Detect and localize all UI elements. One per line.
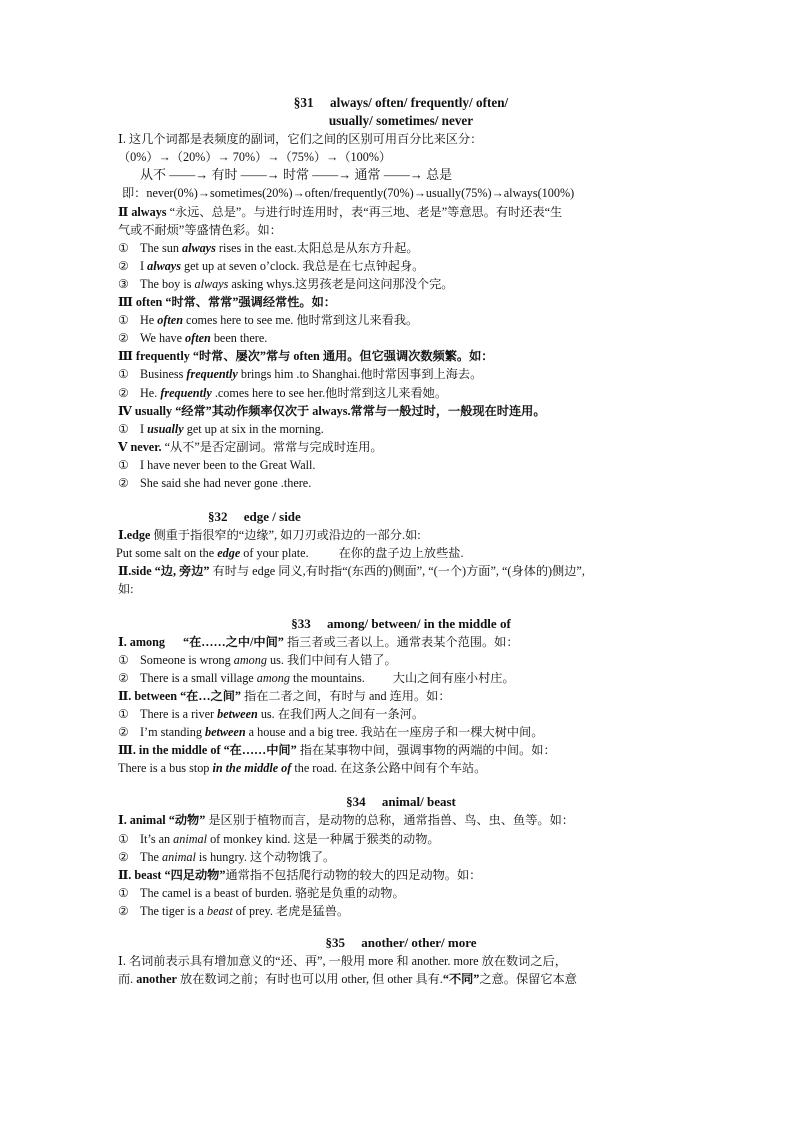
beast-term: “四足动物” bbox=[164, 867, 226, 882]
circled-num: ① bbox=[118, 313, 129, 328]
circled-num: ② bbox=[118, 258, 129, 273]
always-desc-cont: 气或不耐烦”等盛情色彩。如： bbox=[118, 222, 282, 237]
frequently-desc: “时常、屡次”常与 often 通用。但它强调次数频繁。如： bbox=[192, 349, 494, 364]
s31-chain: 即：never(0%)→sometimes(20%)→often/frequently(70%)→usually(75%)→always(100%) bbox=[122, 186, 575, 201]
side-def bbox=[118, 562, 684, 580]
circled-num: ② bbox=[118, 331, 129, 346]
example-line: ① Someone is wrong among us. 我们中间有人错了。 bbox=[118, 651, 684, 669]
between-desc: 指在二者之间，有时与 and 连用。如： bbox=[244, 688, 451, 703]
usually-desc: “经常”其动作频率仅次于 always.常常与一般过时，一般现在时连用。 bbox=[175, 403, 546, 418]
circled-num: ① bbox=[118, 457, 129, 472]
edge-def bbox=[118, 526, 684, 544]
edge-desc: 侧重于指很窄的“边缘”, 如刀刃或沿边的一部分.如: bbox=[153, 528, 421, 543]
always-head: Ⅱ always bbox=[118, 204, 167, 219]
circled-num: ① bbox=[118, 885, 129, 900]
side-desc-cont: 如: bbox=[118, 582, 134, 597]
among-term: “在……之中/中间” bbox=[183, 634, 284, 649]
arrow-icon: ——→ bbox=[169, 167, 209, 183]
middle-term: “在……中间” bbox=[223, 743, 297, 758]
between-term: “在…之间” bbox=[180, 688, 241, 703]
example-line: ② He. frequently .comes here to see her.他时常到这儿来看她。 bbox=[118, 384, 684, 402]
animal-term: “动物” bbox=[168, 813, 206, 828]
usually-head: Ⅳ usually bbox=[118, 403, 173, 418]
s31-percent: （0%）→（20%）→ 70%）→（75%）→（100%） bbox=[118, 150, 392, 165]
scale-usually: 通常 bbox=[354, 167, 381, 183]
often-desc: “时常、常常”强调经常性。如： bbox=[165, 295, 336, 310]
animal-head: Ⅰ. animal bbox=[118, 813, 166, 828]
among-head: Ⅰ. among bbox=[118, 634, 166, 649]
circled-num: ① bbox=[118, 421, 129, 436]
circled-num: ② bbox=[118, 385, 129, 400]
example-line: ② We have often been there. bbox=[118, 329, 684, 347]
example-line: ② I’m standing between a house and a big tree. 我站在一座房子和一棵大树中间。 bbox=[118, 723, 684, 741]
section-33-title: §33 among/ between/ in the middle of bbox=[291, 615, 511, 631]
example-line: There is a bus stop in the middle of the road. 在这条公路中间有个车站。 bbox=[118, 761, 487, 776]
example-line: ① There is a river between us. 在我们两人之间有一条河。 bbox=[118, 705, 684, 723]
arrow-icon: ——→ bbox=[383, 167, 423, 183]
always-def bbox=[118, 203, 684, 221]
example-line: ① I usually get up at six in the morning. bbox=[118, 420, 684, 438]
example-line: ① He often comes here to see me. 他时常到这儿来看我。 bbox=[118, 311, 684, 329]
circled-num: ① bbox=[118, 367, 129, 382]
frequently-def bbox=[118, 347, 684, 365]
example-line: ② I always get up at seven o’clock. 我总是在七点钟起身。 bbox=[118, 257, 684, 275]
side-head: Ⅱ.side “边, 旁边” bbox=[118, 564, 210, 579]
section-32-title: §32 edge / side bbox=[208, 509, 301, 525]
frequently-head: Ⅲ frequently bbox=[118, 349, 190, 364]
section-31-title-cont: usually/ sometimes/ never bbox=[328, 113, 474, 129]
arrow-icon: ——→ bbox=[312, 167, 352, 183]
circled-num: ③ bbox=[118, 276, 129, 291]
circled-num: ① bbox=[118, 707, 129, 721]
circled-num: ② bbox=[118, 725, 129, 740]
s35-line2: 而. another 放在数词之前；有时也可以用 other, 但 other 具有.“不同”之意。保留它本意 bbox=[118, 972, 577, 987]
among-def bbox=[118, 633, 684, 651]
scale-sometimes: 有时 bbox=[211, 167, 238, 183]
middle-desc: 指在某事物中间，强调事物的两端的中间。如： bbox=[299, 743, 556, 758]
animal-desc: 是区别于植物而言，是动物的总称，通常指兽、鸟、虫、鱼等。如： bbox=[208, 813, 574, 828]
example-line: ① The camel is a beast of burden. 骆驼是负重的动物。 bbox=[118, 884, 684, 902]
beast-desc: 通常指不包括爬行动物的较大的四足动物。如： bbox=[225, 867, 482, 882]
example-line: ② The animal is hungry. 这个动物饿了。 bbox=[118, 848, 684, 866]
example-line: ② The tiger is a beast of prey. 老虎是猛兽。 bbox=[118, 902, 684, 920]
example-line: ① It’s an animal of monkey kind. 这是一种属于猴类的动物。 bbox=[118, 830, 684, 848]
beast-def bbox=[118, 866, 684, 884]
usually-def bbox=[118, 402, 684, 420]
between-head: Ⅱ. between bbox=[118, 688, 178, 703]
example-line: ③ The boy is always asking whys.这男孩老是问这问那没个完。 bbox=[118, 275, 684, 293]
among-desc: 指三者或三者以上。通常表某个范围。如： bbox=[286, 634, 519, 649]
example-line: ① The sun always rises in the east.太阳总是从东方升起。 bbox=[118, 239, 684, 257]
s31-scale bbox=[118, 166, 684, 184]
s35-line1: Ⅰ. 名词前表示具有增加意义的“还、再”, 一般用 more 和 another. more 放在数词之后， bbox=[118, 954, 567, 969]
always-desc: “永远、总是”。与进行时连用时，表“再三地、老是”等意思。有时还表“生 bbox=[169, 204, 563, 219]
example-line: Put some salt on the edge of your plate. 在你的盘子边上放些盐. bbox=[116, 546, 464, 561]
example-line: ② She said she had never gone .there. bbox=[118, 474, 684, 492]
beast-head: Ⅱ. beast bbox=[118, 867, 162, 882]
between-def bbox=[118, 687, 684, 705]
often-def bbox=[118, 293, 684, 311]
circled-num: ② bbox=[118, 670, 129, 685]
middle-head: Ⅲ. in the middle of bbox=[118, 743, 221, 758]
middle-def bbox=[118, 741, 684, 759]
s31-intro: Ⅰ. 这几个词都是表频度的副词，它们之间的区别可用百分比来区分： bbox=[118, 132, 483, 147]
never-head: Ⅴ never. bbox=[118, 439, 162, 454]
arrow-icon: ——→ bbox=[240, 167, 280, 183]
document-page bbox=[118, 94, 684, 988]
animal-def bbox=[118, 811, 684, 829]
section-31-title: §31 always/ often/ frequently/ often/ bbox=[293, 95, 509, 110]
circled-num: ① bbox=[118, 831, 129, 846]
example-line: ① Business frequently brings him .to Shanghai.他时常因事到上海去。 bbox=[118, 365, 684, 383]
circled-num: ② bbox=[118, 849, 129, 864]
example-line: ① I have never been to the Great Wall. bbox=[118, 456, 684, 474]
circled-num: ① bbox=[118, 240, 129, 255]
section-35-title: §35 another/ other/ more bbox=[325, 935, 477, 951]
side-desc: 有时与 edge 同义,有时指“(东西的)侧面”, “(一个)方面”, “(身体的)侧边”, bbox=[212, 564, 585, 579]
scale-often: 时常 bbox=[283, 167, 310, 183]
circled-num: ① bbox=[118, 652, 129, 667]
section-34-title: §34 animal/ beast bbox=[346, 794, 456, 810]
circled-num: ② bbox=[118, 475, 129, 490]
never-desc: “从不”是否定副词。常常与完成时连用。 bbox=[164, 439, 383, 454]
circled-num: ② bbox=[118, 903, 129, 918]
scale-never: 从不 bbox=[140, 167, 167, 183]
edge-head: Ⅰ.edge bbox=[118, 528, 151, 543]
often-head: Ⅲ often bbox=[118, 295, 163, 310]
never-def bbox=[118, 438, 684, 456]
example-line: ② There is a small village among the mountains. 大山之间有座小村庄。 bbox=[118, 669, 684, 687]
scale-always: 总是 bbox=[426, 167, 453, 183]
